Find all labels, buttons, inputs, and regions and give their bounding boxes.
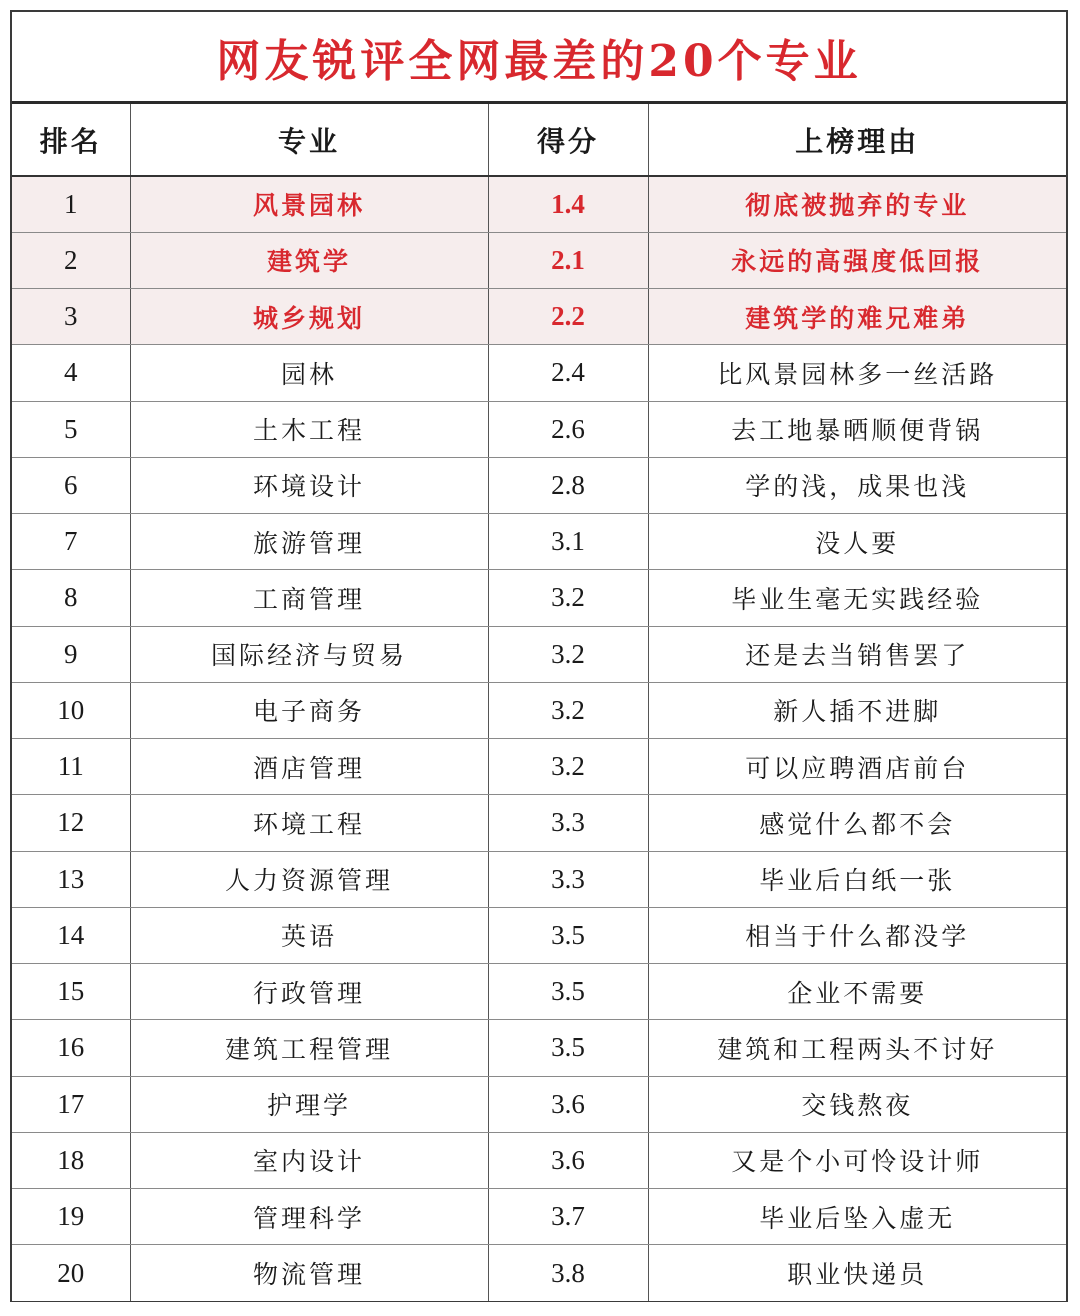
reason-cell: 企业不需要 xyxy=(648,964,1066,1020)
rank-cell: 10 xyxy=(12,682,130,738)
table-row xyxy=(12,176,1066,232)
major-cell: 护理学 xyxy=(130,1076,488,1132)
reason-cell: 毕业生毫无实践经验 xyxy=(648,570,1066,626)
reason-cell: 还是去当销售罢了 xyxy=(648,626,1066,682)
rank-cell: 9 xyxy=(12,626,130,682)
rank-cell: 5 xyxy=(12,401,130,457)
table-row xyxy=(12,1020,1066,1076)
table-row xyxy=(12,1076,1066,1132)
score-cell: 2.8 xyxy=(488,457,648,513)
table-header xyxy=(12,104,1066,176)
major-cell: 国际经济与贸易 xyxy=(130,626,488,682)
header-reason: 上榜理由 xyxy=(648,104,1066,176)
reason-cell: 新人插不进脚 xyxy=(648,682,1066,738)
reason-cell: 职业快递员 xyxy=(648,1245,1066,1301)
rank-cell: 18 xyxy=(12,1132,130,1188)
reason-cell: 交钱熬夜 xyxy=(648,1076,1066,1132)
rank-cell: 12 xyxy=(12,795,130,851)
reason-cell: 彻底被抛弃的专业 xyxy=(648,176,1066,232)
major-cell: 旅游管理 xyxy=(130,514,488,570)
major-cell: 建筑学 xyxy=(130,232,488,288)
major-cell: 物流管理 xyxy=(130,1245,488,1301)
table-row xyxy=(12,1245,1066,1301)
major-cell: 人力资源管理 xyxy=(130,851,488,907)
score-cell: 3.2 xyxy=(488,626,648,682)
rank-cell: 20 xyxy=(12,1245,130,1301)
score-cell: 3.2 xyxy=(488,739,648,795)
reason-cell: 毕业后白纸一张 xyxy=(648,851,1066,907)
score-cell: 3.7 xyxy=(488,1189,648,1245)
rank-cell: 6 xyxy=(12,457,130,513)
table-row xyxy=(12,964,1066,1020)
rank-cell: 7 xyxy=(12,514,130,570)
score-cell: 1.4 xyxy=(488,176,648,232)
table-row xyxy=(12,795,1066,851)
score-cell: 3.2 xyxy=(488,570,648,626)
rank-cell: 16 xyxy=(12,1020,130,1076)
rank-cell: 17 xyxy=(12,1076,130,1132)
table-row xyxy=(12,345,1066,401)
table-row xyxy=(12,626,1066,682)
reason-cell: 比风景园林多一丝活路 xyxy=(648,345,1066,401)
header-score: 得分 xyxy=(488,104,648,176)
table-row xyxy=(12,1189,1066,1245)
reason-cell: 可以应聘酒店前台 xyxy=(648,739,1066,795)
table-row xyxy=(12,570,1066,626)
score-cell: 3.5 xyxy=(488,1020,648,1076)
score-cell: 3.2 xyxy=(488,682,648,738)
table-row xyxy=(12,851,1066,907)
score-cell: 3.3 xyxy=(488,795,648,851)
score-cell: 3.8 xyxy=(488,1245,648,1301)
rank-cell: 1 xyxy=(12,176,130,232)
rank-cell: 2 xyxy=(12,232,130,288)
score-cell: 2.6 xyxy=(488,401,648,457)
reason-cell: 相当于什么都没学 xyxy=(648,907,1066,963)
header-major: 专业 xyxy=(130,104,488,176)
score-cell: 3.1 xyxy=(488,514,648,570)
major-cell: 酒店管理 xyxy=(130,739,488,795)
reason-cell: 永远的高强度低回报 xyxy=(648,232,1066,288)
score-cell: 3.5 xyxy=(488,964,648,1020)
major-cell: 管理科学 xyxy=(130,1189,488,1245)
rank-cell: 11 xyxy=(12,739,130,795)
major-cell: 电子商务 xyxy=(130,682,488,738)
rank-cell: 14 xyxy=(12,907,130,963)
table-row xyxy=(12,289,1066,345)
score-cell: 3.6 xyxy=(488,1132,648,1188)
table-row xyxy=(12,1132,1066,1188)
page-title: 网友锐评全网最差的20个专业 xyxy=(216,35,862,87)
major-cell: 环境设计 xyxy=(130,457,488,513)
major-cell: 建筑工程管理 xyxy=(130,1020,488,1076)
major-cell: 风景园林 xyxy=(130,176,488,232)
major-cell: 环境工程 xyxy=(130,795,488,851)
score-cell: 2.4 xyxy=(488,345,648,401)
table-row xyxy=(12,401,1066,457)
score-cell: 3.5 xyxy=(488,907,648,963)
major-cell: 城乡规划 xyxy=(130,289,488,345)
rank-cell: 8 xyxy=(12,570,130,626)
table-row xyxy=(12,232,1066,288)
score-cell: 2.1 xyxy=(488,232,648,288)
major-cell: 土木工程 xyxy=(130,401,488,457)
table-body xyxy=(12,176,1066,1301)
title-bar xyxy=(12,12,1066,104)
score-cell: 3.3 xyxy=(488,851,648,907)
table-row xyxy=(12,907,1066,963)
reason-cell: 建筑和工程两头不讨好 xyxy=(648,1020,1066,1076)
reason-cell: 学的浅，成果也浅 xyxy=(648,457,1066,513)
rank-cell: 4 xyxy=(12,345,130,401)
reason-cell: 毕业后坠入虚无 xyxy=(648,1189,1066,1245)
major-cell: 英语 xyxy=(130,907,488,963)
rank-cell: 19 xyxy=(12,1189,130,1245)
reason-cell: 建筑学的难兄难弟 xyxy=(648,289,1066,345)
rank-cell: 13 xyxy=(12,851,130,907)
header-row xyxy=(12,104,1066,176)
major-cell: 园林 xyxy=(130,345,488,401)
table-row xyxy=(12,739,1066,795)
major-cell: 室内设计 xyxy=(130,1132,488,1188)
reason-cell: 去工地暴晒顺便背锅 xyxy=(648,401,1066,457)
reason-cell: 感觉什么都不会 xyxy=(648,795,1066,851)
reason-cell: 又是个小可怜设计师 xyxy=(648,1132,1066,1188)
major-cell: 工商管理 xyxy=(130,570,488,626)
table-row xyxy=(12,457,1066,513)
ranking-table xyxy=(12,104,1066,1301)
score-cell: 2.2 xyxy=(488,289,648,345)
score-cell: 3.6 xyxy=(488,1076,648,1132)
rank-cell: 15 xyxy=(12,964,130,1020)
table-row xyxy=(12,514,1066,570)
table-row xyxy=(12,682,1066,738)
header-rank: 排名 xyxy=(12,104,130,176)
rank-cell: 3 xyxy=(12,289,130,345)
reason-cell: 没人要 xyxy=(648,514,1066,570)
ranking-sheet xyxy=(10,10,1068,1302)
major-cell: 行政管理 xyxy=(130,964,488,1020)
